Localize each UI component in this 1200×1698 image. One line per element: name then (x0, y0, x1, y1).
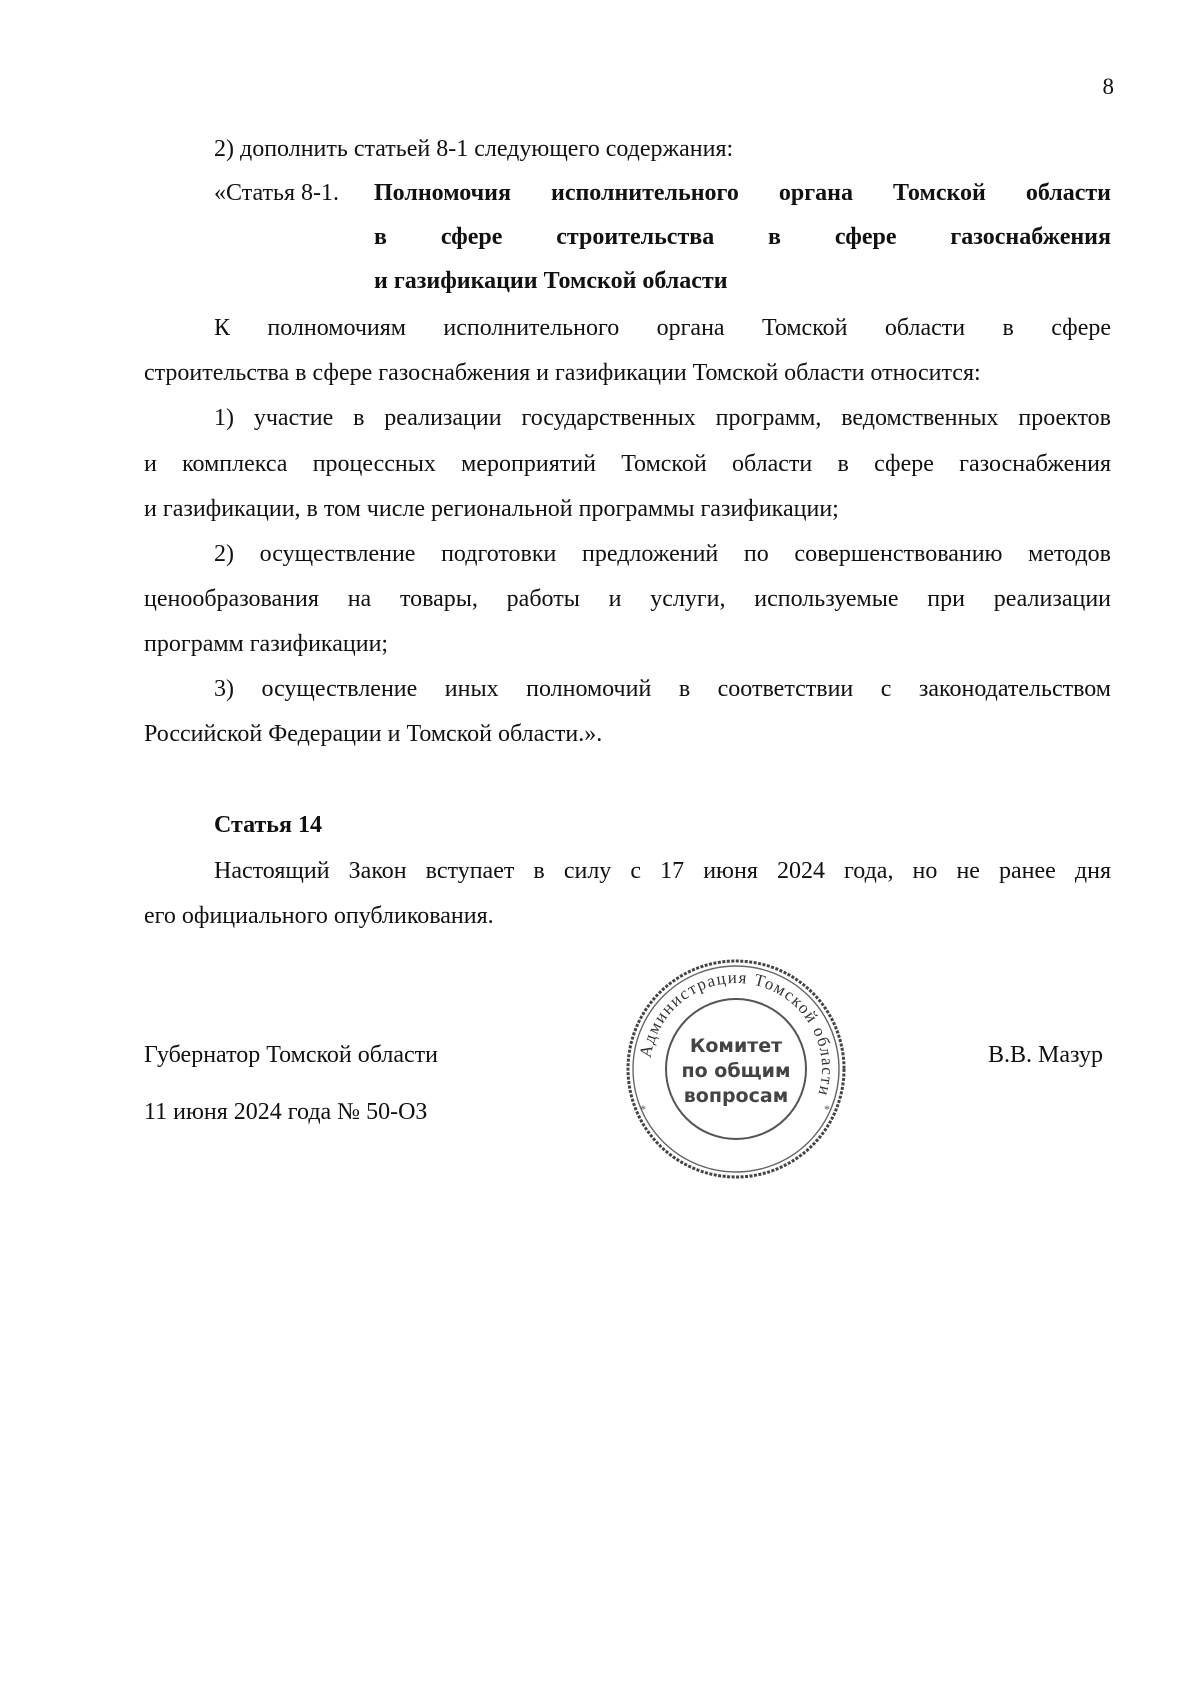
article-14-heading: Статья 14 (214, 812, 322, 838)
item-2-line-3: программ газификации; (144, 631, 389, 657)
article-14-line-1: Настоящий Закон вступает в силу с 17 июня 2024 года, но не ранее дня (214, 858, 1111, 884)
stamp-inner-line-2: по общим (681, 1060, 791, 1082)
article-14-line-2: его официального опубликования. (144, 903, 494, 929)
item-1-line-1: 1) участие в реализации государственных программ, ведомственных проектов (214, 405, 1111, 431)
signature-position: Губернатор Томской области (144, 1042, 438, 1068)
official-stamp (622, 955, 850, 1183)
intro-line-1: К полномочиям исполнительного органа Томской области в сфере (214, 315, 1111, 341)
item-2-line-1: 2) осуществление подготовки предложений по совершенствованию методов (214, 541, 1111, 567)
stamp-inner-line-3: вопросам (683, 1085, 789, 1107)
law-date-number: 11 июня 2024 года № 50-ОЗ (144, 1099, 428, 1125)
page-number: 8 (1102, 74, 1114, 99)
article-8-1-title-line-2: в сфере строительства в сфере газоснабжения (374, 224, 1111, 250)
article-8-1-title-line-3: и газификации Томской области (374, 268, 728, 294)
amendment-item: 2) дополнить статьей 8-1 следующего содержания: (214, 136, 734, 162)
intro-line-2: строительства в сфере газоснабжения и газификации Томской области относится: (144, 360, 981, 386)
stamp-outer-text: Администрация Томской области (635, 967, 838, 1100)
item-2-line-2: ценообразования на товары, работы и услуги, используемые при реализации (144, 586, 1111, 612)
item-3-line-2: Российской Федерации и Томской области.». (144, 721, 603, 747)
article-8-1-title-line-1: Полномочия исполнительного органа Томской области (374, 180, 1111, 206)
stamp-star-left: * (640, 1102, 646, 1116)
stamp-star-right: * (824, 1102, 830, 1116)
item-3-line-1: 3) осуществление иных полномочий в соответствии с законодательством (214, 676, 1111, 702)
item-1-line-2: и комплекса процессных мероприятий Томской области в сфере газоснабжения (144, 451, 1111, 477)
signature-name: В.В. Мазур (988, 1042, 1103, 1068)
stamp-inner-line-1: Комитет (689, 1035, 783, 1057)
article-8-1-prefix: «Статья 8-1. (214, 180, 339, 206)
item-1-line-3: и газификации, в том числе региональной программы газификации; (144, 496, 839, 522)
